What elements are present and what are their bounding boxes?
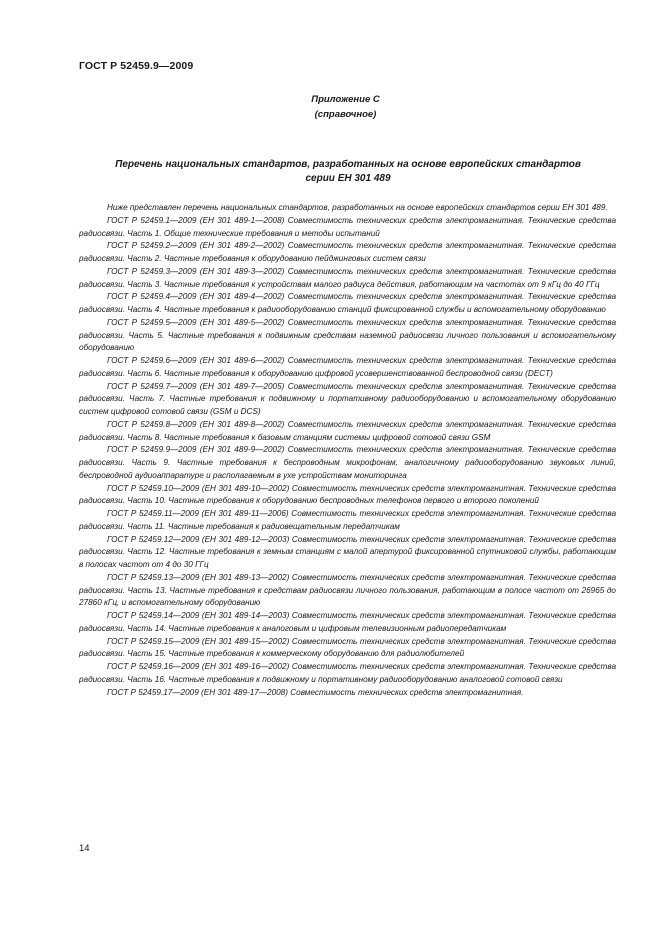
standard-entry: ГОСТ Р 52459.13—2009 (ЕН 301 489-13—2002) Совместимость технических средств электромагнитная. Технические средства радиосвязи. Часть 13. Частные требования к средствам радиосвязи личного пользования, работающим в полосе частот от 26965 до 27860 кГц, и вспомогательному оборудованию — [79, 572, 616, 608]
standard-entry: ГОСТ Р 52459.12—2009 (ЕН 301 489-12—2003) Совместимость технических средств электромагнитная. Технические средства радиосвязи. Часть 12. Частные требования к земным станциям с малой апертурой фиксированной спутниковой службы, работающим в полосах частот от 4 до 30 ГГц — [79, 534, 616, 569]
standard-entry: ГОСТ Р 52459.17—2009 (ЕН 301 489-17—2008) Совместимость технических средств электромагнитная. — [107, 687, 524, 697]
page-number: 14 — [79, 843, 90, 854]
standard-entry: ГОСТ Р 52459.15—2009 (ЕН 301 489-15—2002) Совместимость технических средств электромагнитная. Технические средства радиосвязи. Часть 15. Частные требования к коммерческому оборудованию для радиолюбителей — [79, 636, 616, 659]
section-title-line-2: серии ЕН 301 489 — [305, 173, 391, 184]
standard-entry: ГОСТ Р 52459.6—2009 (ЕН 301 489-6—2002) Совместимость технических средств электромагнитная. Технические средства радиосвязи. Часть 6. Частные требования к оборудованию цифровой усовершенствованной беспроводной связи (DECT) — [79, 356, 616, 378]
section-title-line-1: Перечень национальных стандартов, разработанных на основе европейских стандартов — [115, 159, 581, 170]
standard-entry: ГОСТ Р 52459.3—2009 (ЕН 301 489-3—2002) Совместимость технических средств электромагнитная. Технические средства радиосвязи. Часть 3. Частные требования к устройствам малого радиуса действия, работающим на частотах от 9 кГц до 40 ГГц — [79, 266, 616, 289]
appendix-label: Приложение С — [311, 94, 380, 105]
document-header — [79, 60, 193, 72]
standard-entry: ГОСТ Р 52459.14—2009 (ЕН 301 489-14—2003) Совместимость технических средств электромагнитная. Технические средства радиосвязи. Часть 14. Частные требования к аналоговым и цифровым телевизионным радиопередатчикам — [79, 611, 616, 633]
standard-id: ГОСТ Р 52459.9—2009 — [79, 60, 194, 72]
standard-entry: ГОСТ Р 52459.2—2009 (ЕН 301 489-2—2002) Совместимость технических средств электромагнитная. Технические средства радиосвязи. Часть 2. Частные требования к оборудованию пейджинговых систем связи — [79, 241, 616, 263]
intro-paragraph: Ниже представлен перечень национальных стандартов, разработанных на основе европейских стандартов серии ЕН 301 489. — [107, 203, 608, 212]
standard-entry: ГОСТ Р 52459.8—2009 (ЕН 301 489-8—2002) Совместимость технических средств электромагнитная. Технические средства радиосвязи. Часть 8. Частные требования к базовым станциям системы цифровой сотовой связи GSM — [79, 419, 616, 442]
standard-entry: ГОСТ Р 52459.10—2009 (ЕН 301 489-10—2002) Совместимость технических средств электромагнитная. Технические средства радиосвязи. Часть 10. Частные требования к оборудованию беспроводных телефонов первого и второго поколений — [79, 483, 616, 506]
appendix-heading — [0, 92, 661, 122]
standard-entry: ГОСТ Р 52459.5—2009 (ЕН 301 489-5—2002) Совместимость технических средств электромагнитная. Технические средства радиосвязи. Часть 5. Частные требования к подвижным средствам наземной радиосвязи личного пользования и вспомогательному оборудованию — [79, 317, 616, 353]
standard-entry: ГОСТ Р 52459.4—2009 (ЕН 301 489-4—2002) Совместимость технических средств электромагнитная. Технические средства радиосвязи. Часть 4. Частные требования к радиооборудованию станций фиксированной службы и вспомогательному оборудованию — [79, 292, 616, 314]
standards-list — [79, 202, 616, 699]
standard-entry: ГОСТ Р 52459.11—2009 (ЕН 301 489-11—2006) Совместимость технических средств электромагнитная. Технические средства радиосвязи. Часть 11. Частные требования к радиовещательным передатчикам — [79, 509, 616, 531]
appendix-type: (справочное) — [314, 109, 377, 120]
standard-entry: ГОСТ Р 52459.1—2009 (ЕН 301 489-1—2008) Совместимость технических средств электромагнитная. Технические средства радиосвязи. Часть 1. Общие технические требования и методы испытаний — [79, 215, 616, 238]
standard-entry: ГОСТ Р 52459.9—2009 (ЕН 301 489-9—2002) Совместимость технических средств электромагнитная. Технические средства радиосвязи. Часть 9. Частные требования к беспроводным микрофонам, аналогичному радиооборудованию звуковых линий, беспроводной аудиоаппаратуре и располагаемым в ухе устройствам мониторинга — [79, 445, 616, 480]
standard-entry: ГОСТ Р 52459.7—2009 (ЕН 301 489-7—2005) Совместимость технических средств электромагнитная. Технические средства радиосвязи. Часть 7. Частные требования к подвижному и портативному радиооборудованию и вспомогательному оборудованию систем цифровой сотовой связи (GSM и DCS) — [79, 381, 616, 416]
standard-entry: ГОСТ Р 52459.16—2009 (ЕН 301 489-16—2002) Совместимость технических средств электромагнитная. Технические средства радиосвязи. Часть 16. Частные требования к подвижному и портативному радиооборудованию аналоговой сотовой связи — [79, 662, 616, 684]
section-title — [80, 158, 616, 186]
